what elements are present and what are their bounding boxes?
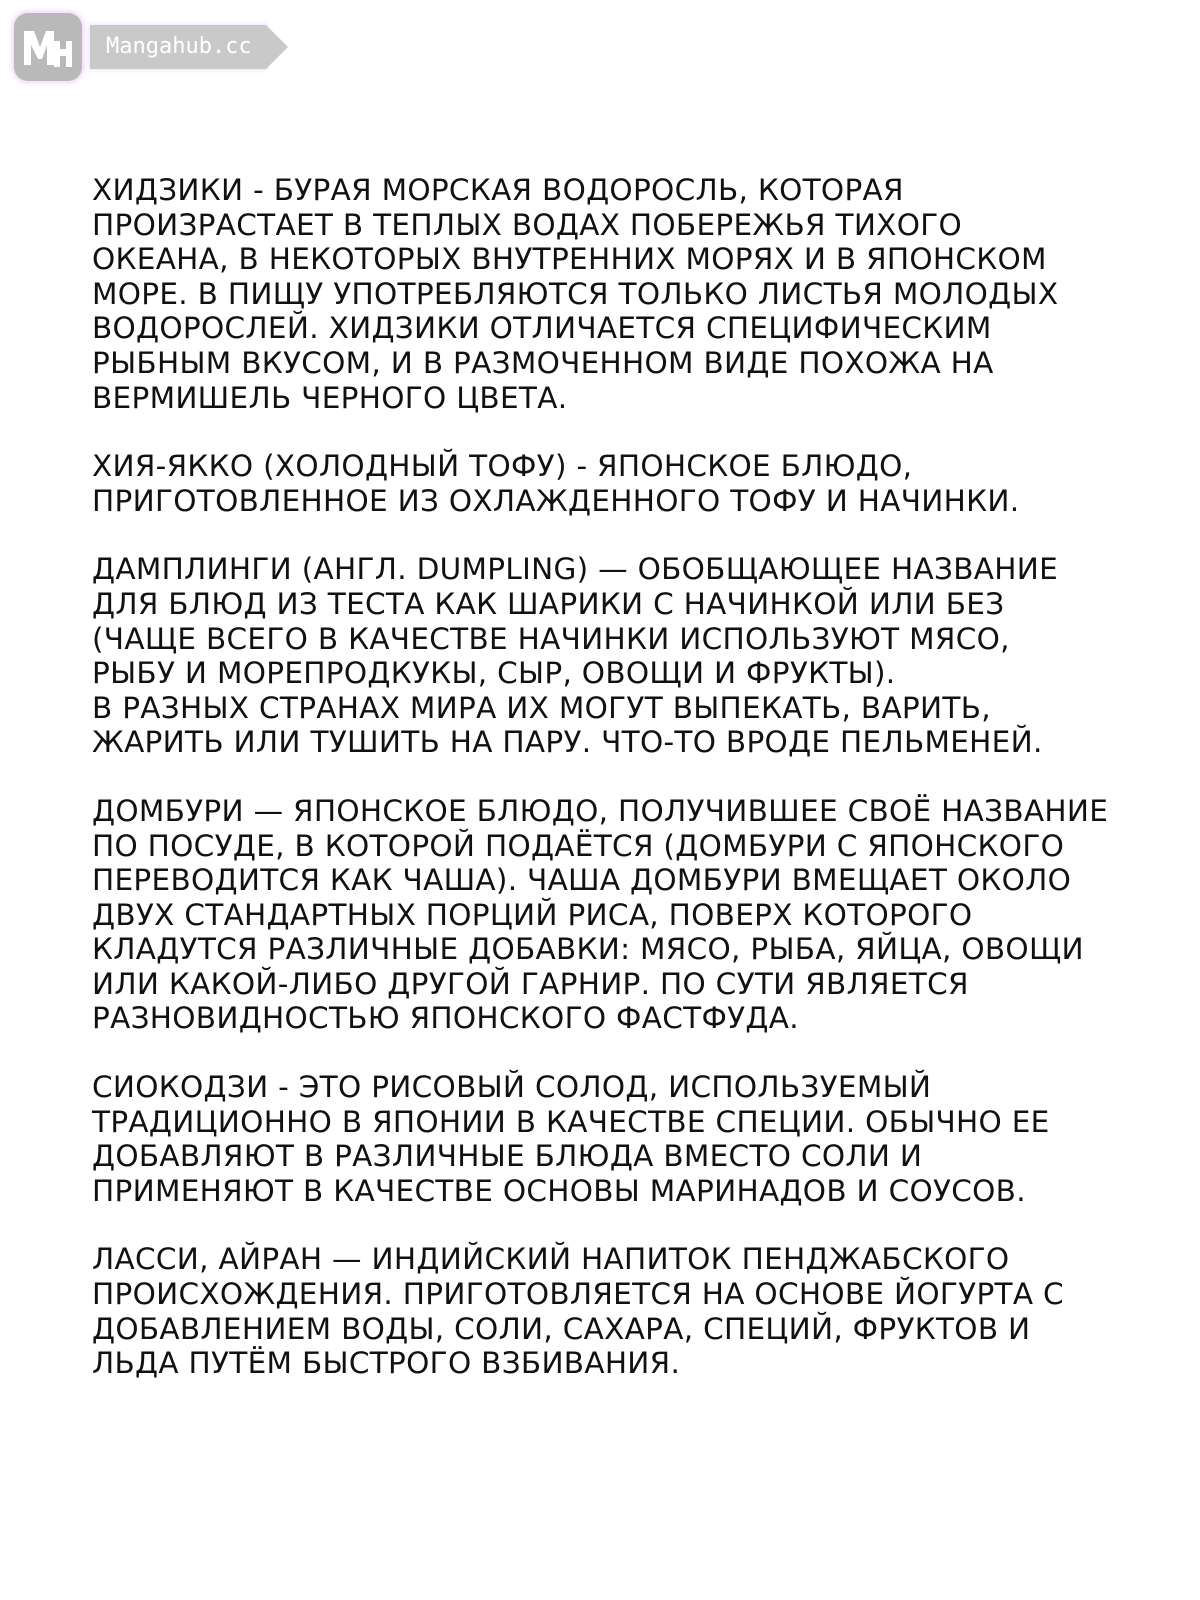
glossary-paragraph-hijiki: ХИДЗИКИ - БУРАЯ МОРСКАЯ ВОДОРОСЛЬ, КОТОРАЯ ПРОИЗРАСТАЕТ В ТЕПЛЫХ ВОДАХ ПОБЕРЕЖЬЯ ТИХОГО ОКЕАНА, В НЕКОТОРЫХ ВНУТРЕННИХ МОРЯХ И В ЯПОНСКОМ МОРЕ. В ПИЩУ УПОТРЕБЛЯЮТСЯ ТОЛЬКО ЛИСТЬЯ МОЛОДЫХ ВОДОРОСЛЕЙ. ХИДЗИКИ ОТЛИЧАЕТСЯ СПЕЦИФИЧЕСКИМ РЫБНЫМ ВКУСОМ, И В РАЗМОЧЕННОМ ВИДЕ ПОХОЖА НА ВЕРМИШЕЛЬ ЧЕРНОГО ЦВЕТА. (92, 173, 1059, 415)
glossary-paragraph-dumplings: ДАМПЛИНГИ (АНГЛ. DUMPLING) — ОБОБЩАЮЩЕЕ НАЗВАНИЕ ДЛЯ БЛЮД ИЗ ТЕСТА КАК ШАРИКИ С НАЧИНКОЙ ИЛИ БЕЗ (ЧАЩЕ ВСЕГО В КАЧЕСТВЕ НАЧИНКИ ИСПОЛЬЗУЮТ МЯСО, РЫБУ И МОРЕПРОДКУКЫ, СЫР, ОВОЩИ И ФРУКТЫ). В РАЗНЫХ СТРАНАХ МИРА ИХ МОГУТ ВЫПЕКАТЬ, ВАРИТЬ, ЖАРИТЬ ИЛИ ТУШИТЬ НА ПАРУ. ЧТО-ТО ВРОДЕ ПЕЛЬМЕНЕЙ. (92, 552, 1059, 760)
glossary-text (92, 173, 1172, 1415)
site-label: Mangahub.cc (90, 25, 266, 69)
glossary-paragraph-shiokoji: СИОКОДЗИ - ЭТО РИСОВЫЙ СОЛОД, ИСПОЛЬЗУЕМЫЙ ТРАДИЦИОННО В ЯПОНИИ В КАЧЕСТВЕ СПЕЦИИ. ОБЫЧНО ЕЕ ДОБАВЛЯЮТ В РАЗЛИЧНЫЕ БЛЮДА ВМЕСТО СОЛИ И ПРИМЕНЯЮТ В КАЧЕСТВЕ ОСНОВЫ МАРИНАДОВ И СОУСОВ. (92, 1070, 1050, 1208)
glossary-paragraph-lassi: ЛАССИ, АЙРАН — ИНДИЙСКИЙ НАПИТОК ПЕНДЖАБСКОГО ПРОИСХОЖДЕНИЯ. ПРИГОТОВЛЯЕТСЯ НА ОСНОВЕ ЙОГУРТА С ДОБАВЛЕНИЕМ ВОДЫ, СОЛИ, САХАРА, СПЕЦИЙ, ФРУКТОВ И ЛЬДА ПУТЁМ БЫСТРОГО ВЗБИВАНИЯ. (92, 1242, 1064, 1381)
glossary-paragraph-hiyayakko: ХИЯ-ЯККО (ХОЛОДНЫЙ ТОФУ) - ЯПОНСКОЕ БЛЮДО, ПРИГОТОВЛЕННОЕ ИЗ ОХЛАЖДЕННОГО ТОФУ И НАЧИНКИ. (92, 449, 1020, 518)
mangahub-logo-icon (14, 13, 82, 81)
glossary-paragraph-donburi: ДОМБУРИ — ЯПОНСКОЕ БЛЮДО, ПОЛУЧИВШЕЕ СВОЁ НАЗВАНИЕ ПО ПОСУДЕ, В КОТОРОЙ ПОДАЁТСЯ (ДОМБУРИ С ЯПОНСКОГО ПЕРЕВОДИТСЯ КАК ЧАША). ЧАША ДОМБУРИ ВМЕЩАЕТ ОКОЛО ДВУХ СТАНДАРТНЫХ ПОРЦИЙ РИСА, ПОВЕРХ КОТОРОГО КЛАДУТСЯ РАЗЛИЧНЫЕ ДОБАВКИ: МЯСО, РЫБА, ЯЙЦА, ОВОЩИ ИЛИ КАКОЙ-ЛИБО ДРУГОЙ ГАРНИР. ПО СУТИ ЯВЛЯЕТСЯ РАЗНОВИДНОСТЬЮ ЯПОНСКОГО ФАСТФУДА. (92, 793, 1109, 1036)
watermark-badge (14, 12, 266, 82)
